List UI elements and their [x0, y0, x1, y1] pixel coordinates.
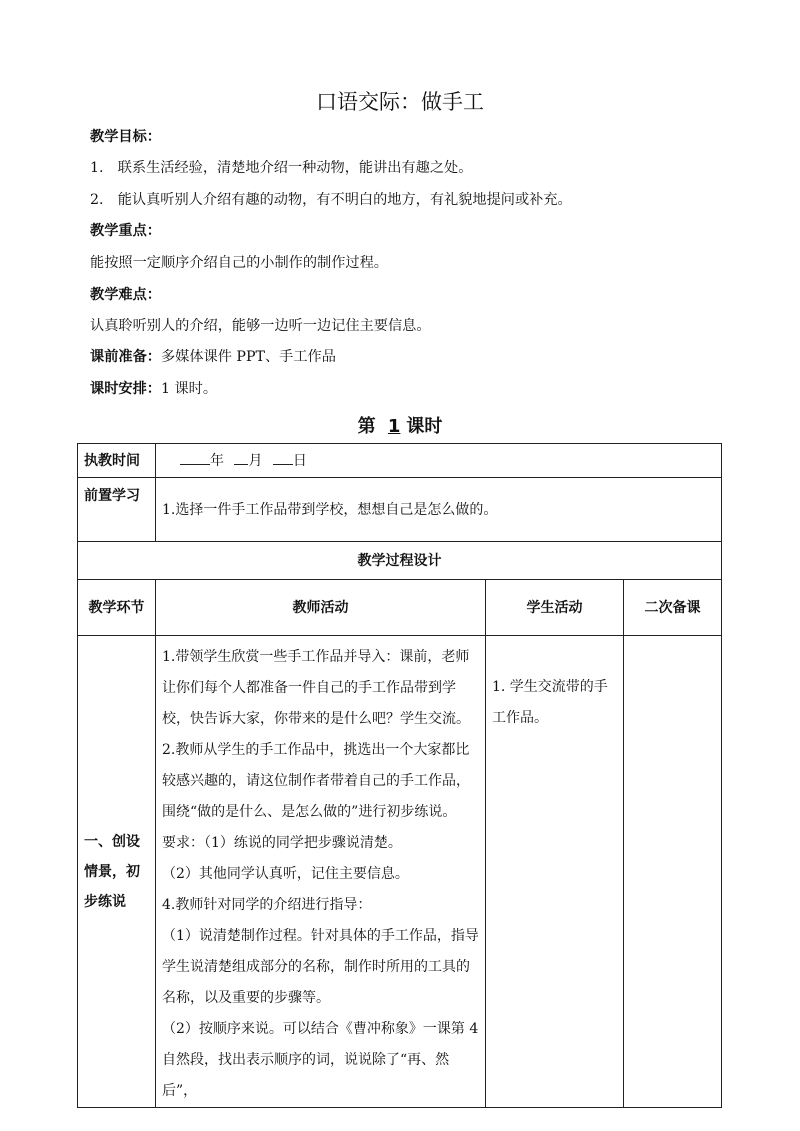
objective-item-2: 2. 能认真听别人介绍有趣的动物，有不明白的地方，有礼貌地提问或补充。 — [90, 192, 572, 208]
prestudy-text: 1.选择一件手工作品带到学校，想想自己是怎么做的。 — [156, 478, 722, 542]
teacher-paragraph: 1.带领学生欣赏一些手工作品并导入：课前，老师让你们每个人都准备一件自己的手工作品带到学校，快告诉大家，你带来的是什么吧？学生交流。 — [162, 649, 470, 727]
prestudy-row — [78, 478, 722, 542]
student-activity-text: 1. 学生交流带的手工作品。 — [492, 679, 608, 726]
column-header-stage: 教学环节 — [78, 580, 156, 636]
design-title-row — [78, 542, 722, 580]
lesson-prefix: 第 — [357, 416, 376, 437]
stage-row-1 — [78, 636, 722, 1108]
lesson-suffix: 课时 — [406, 416, 443, 437]
teacher-activity-cell — [156, 636, 486, 1108]
column-header-student: 学生活动 — [486, 580, 624, 636]
difficulty-text: 认真聆听别人的介绍，能够一边听一边记住主要信息。 — [90, 318, 431, 334]
lesson-heading — [0, 412, 800, 438]
year-blank — [180, 450, 210, 465]
month-label: 月 — [248, 452, 263, 469]
objectives-heading: 教学目标： — [90, 129, 161, 145]
time-row — [78, 444, 722, 478]
teacher-paragraph: 4.教师针对同学的介绍进行指导： — [162, 897, 372, 913]
design-title: 教学过程设计 — [78, 542, 722, 580]
lesson-plan-table — [77, 443, 722, 1108]
preparation-label: 课前准备： — [90, 349, 161, 365]
day-blank — [273, 450, 293, 465]
teacher-paragraph: （2）其他同学认真听，记住主要信息。 — [162, 866, 409, 882]
column-header-teacher: 教师活动 — [156, 580, 486, 636]
lesson-number: 1 — [387, 416, 401, 437]
student-activity-cell — [486, 636, 624, 1108]
day-label: 日 — [292, 452, 307, 469]
difficulty-heading: 教学难点： — [90, 287, 161, 303]
schedule-line — [90, 378, 217, 398]
teacher-paragraph: （2）按顺序来说。可以结合《曹冲称象》一课第 4 自然段，找出表示顺序的词，说说除了“再、然后”， — [162, 1021, 479, 1099]
time-label: 执教时间 — [78, 444, 156, 478]
schedule-text: 1 课时。 — [160, 381, 218, 397]
document-title: 口语交际：做手工 — [316, 90, 484, 114]
time-value — [156, 444, 722, 478]
preparation-text: 多媒体课件 PPT、手工作品 — [160, 349, 336, 365]
schedule-label: 课时安排： — [90, 381, 161, 397]
column-header-second: 二次备课 — [624, 580, 722, 636]
focus-heading: 教学重点： — [90, 223, 161, 239]
teacher-paragraph: （1）说清楚制作过程。针对具体的手工作品，指导学生说清楚组成部分的名称，制作时所用的工具的名称，以及重要的步骤等。 — [162, 928, 479, 1006]
prestudy-label: 前置学习 — [78, 478, 156, 542]
stage-label: 一、创设情景，初步练说 — [78, 636, 156, 1108]
year-label: 年 — [210, 452, 224, 469]
preparation-line — [90, 346, 336, 366]
month-blank — [234, 450, 248, 465]
objective-item-1: 1. 联系生活经验，清楚地介绍一种动物，能讲出有趣之处。 — [90, 160, 473, 176]
focus-text: 能按照一定顺序介绍自己的小制作的制作过程。 — [90, 255, 388, 271]
teacher-paragraph: 要求：（1）练说的同学把步骤说清楚。 — [162, 835, 402, 851]
second-prep-cell — [624, 636, 722, 1108]
column-header-row — [78, 580, 722, 636]
teacher-paragraph: 2.教师从学生的手工作品中，挑选出一个大家都比较感兴趣的，请这位制作者带着自己的手工作品，围绕“做的是什么、是怎么做的”进行初步练说。 — [162, 742, 470, 820]
